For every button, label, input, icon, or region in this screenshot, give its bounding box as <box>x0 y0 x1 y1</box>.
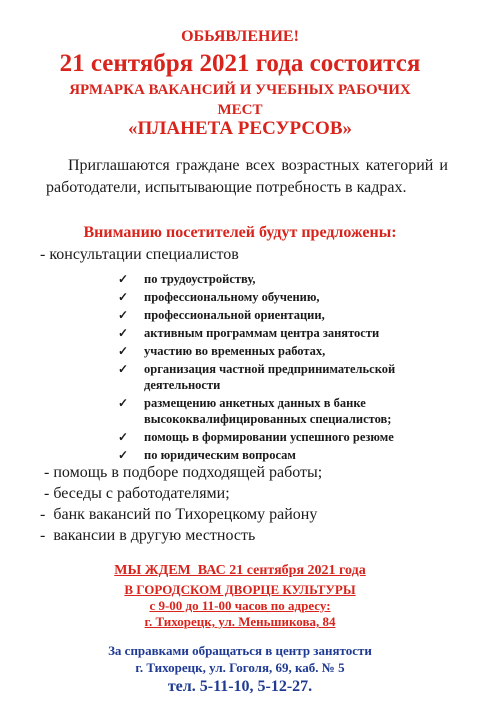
checkmark-icon: ✓ <box>118 290 129 304</box>
checklist-item: ✓ помощь в формировании успешного резюме <box>118 430 394 444</box>
consultation-checklist <box>118 271 448 465</box>
venue-address: г. Тихорецк, ул. Меньшикова, 84 <box>144 614 336 629</box>
checklist-item: ✓ участию во временных работах, <box>118 344 326 358</box>
checkmark-icon: ✓ <box>118 344 129 358</box>
list-item: - вакансии в другую местность <box>40 527 256 544</box>
list-item: - банк вакансий по Тихорецкому району <box>40 506 318 523</box>
venue-block <box>0 582 480 630</box>
checkmark-icon: ✓ <box>118 430 129 444</box>
contact-block <box>0 642 480 676</box>
event-type-title: ЯРМАРКА ВАКАНСИЙ И УЧЕБНЫХ РАБОЧИХ МЕСТ <box>69 82 411 118</box>
contact-phones: тел. 5-11-10, 5-12-27. <box>167 678 313 695</box>
event-name-title: «ПЛАНЕТА РЕСУРСОВ» <box>127 118 352 139</box>
announcement-label: ОБЬЯВЛЕНИЕ! <box>181 28 299 45</box>
checklist-item: ✓ активным программам центра занятости <box>118 326 380 340</box>
invite-line: МЫ ЖДЕМ ВАС 21 сентября 2021 года <box>114 563 366 578</box>
checkmark-icon: ✓ <box>118 272 129 286</box>
checkmark-icon: ✓ <box>118 396 129 410</box>
contact-line: За справками обращаться в центр занятости <box>108 643 372 658</box>
checkmark-icon: ✓ <box>118 326 129 340</box>
checklist-item: ✓ профессиональной ориентации, <box>118 308 325 322</box>
checklist-item: ✓ по трудоустройству, <box>118 272 256 286</box>
venue-name: В ГОРОДСКОМ ДВОРЦЕ КУЛЬТУРЫ <box>124 582 356 597</box>
contact-address: г. Тихорецк, ул. Гоголя, 69, каб. № 5 <box>135 660 345 675</box>
checklist-item: ✓ размещению анкетных данных в банке высококвалифицированных специалистов; <box>118 396 392 426</box>
intro-paragraph: Приглашаются граждане всех возрастных категорий и работодатели, испытывающие потребность в кадрах. <box>46 157 448 196</box>
list-item: - беседы с работодателями; <box>40 485 230 502</box>
checklist-item: ✓ организация частной предпринимательской деятельности <box>118 362 396 392</box>
checkmark-icon: ✓ <box>118 308 129 322</box>
event-date-title: 21 сентября 2021 года состоится <box>59 50 421 77</box>
checklist-item: ✓ по юридическим вопросам <box>118 448 296 462</box>
other-services-list <box>40 462 322 546</box>
consult-line: - консультации специалистов <box>40 246 239 263</box>
checklist-item: ✓ профессиональному обучению, <box>118 290 320 304</box>
checkmark-icon: ✓ <box>118 448 129 462</box>
venue-time: с 9-00 до 11-00 часов по адресу: <box>149 598 331 613</box>
list-item: - помощь в подборе подходящей работы; <box>40 464 323 481</box>
checkmark-icon: ✓ <box>118 362 129 376</box>
offered-heading: Вниманию посетителей будут предложены: <box>83 224 397 241</box>
